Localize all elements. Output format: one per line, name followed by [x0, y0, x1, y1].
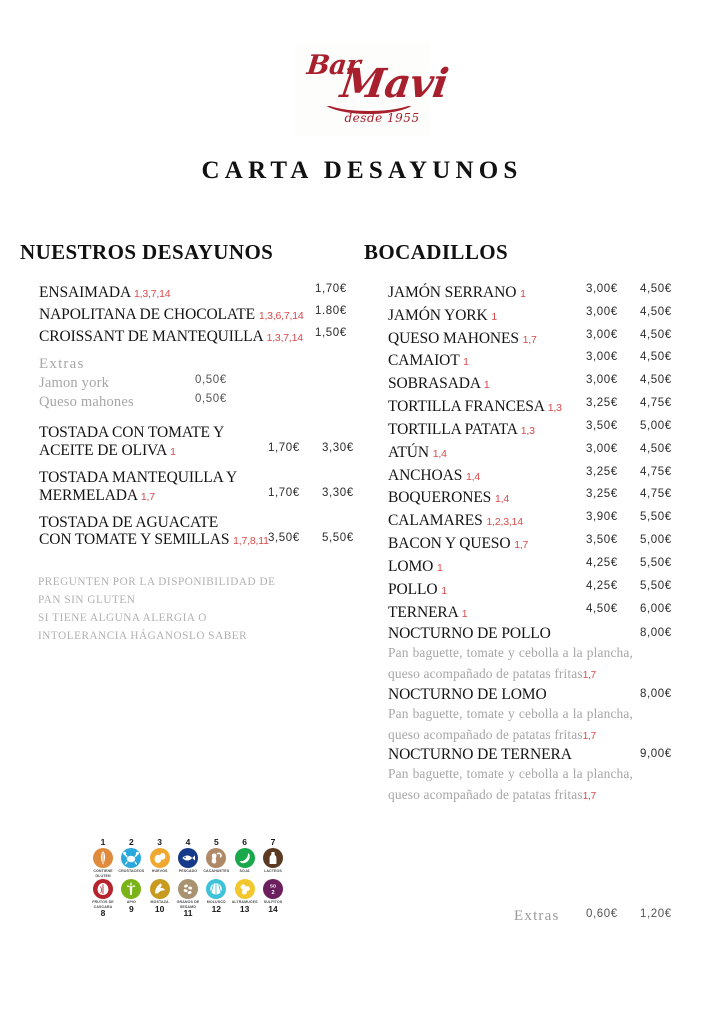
menu-item [364, 306, 704, 326]
allergen-caption: LACTEOS [264, 869, 282, 874]
menu-item-price-large: 4,50€ [640, 328, 672, 341]
allergen-item [203, 878, 229, 918]
menu-item-price-large: 3,30€ [322, 487, 354, 500]
allergen-refs: 1,7,8,11 [233, 535, 269, 548]
allergen-refs: 1,4 [494, 493, 509, 506]
allergen-row-bottom [90, 878, 286, 918]
sesame-icon [178, 879, 198, 899]
allergen-caption: SOJA [239, 869, 250, 874]
menu-item [364, 488, 704, 508]
menu-item-price-large: 5,50€ [640, 511, 672, 524]
allergen-refs: 1,4 [466, 470, 481, 483]
menu-item-name: CAMAIOT 1 [388, 352, 469, 370]
brand-logo [0, 44, 724, 141]
extra-item-price: 0,50€ [195, 393, 227, 406]
allergen-caption: MOSTAZA [150, 900, 169, 905]
allergen-caption: SULFITOS [263, 900, 283, 905]
menu-item-price-large: 5,50€ [640, 579, 672, 592]
allergen-number: 4 [185, 837, 191, 847]
nocturno-name: NOCTURNO DE POLLO 8,00€ [388, 625, 672, 643]
allergen-caption: APIO [126, 900, 136, 905]
logo-text-mavi: Mavi [337, 60, 451, 107]
allergen-refs: 1 [463, 356, 469, 369]
allergen-number: 13 [239, 903, 250, 914]
menu-item [364, 466, 704, 486]
allergen-item [90, 878, 116, 918]
section-heading-sandwiches: BOCADILLOS [364, 240, 509, 264]
allergen-refs: 1,7 [582, 730, 597, 742]
menu-item [364, 534, 704, 554]
allergen-number: 5 [213, 837, 219, 847]
menu-item-name: SOBRASADA 1 [388, 375, 490, 393]
allergen-number: 10 [154, 903, 165, 914]
allergen-refs: 1 [491, 310, 498, 323]
menu-item-name: TOSTADA CON TOMATE Y ACEITE DE OLIVA 1 [39, 424, 225, 459]
menu-item-name: BOQUERONES 1,4 [388, 489, 509, 507]
allergen-refs: 1 [520, 288, 526, 300]
allergen-number: 1 [100, 837, 106, 847]
allergen-item [175, 878, 201, 918]
menu-item-price-small: 3,00€ [586, 374, 618, 387]
allergen-refs: 1,7 [582, 791, 597, 803]
nocturno-description: Pan baguette, tomate y cebolla a la plancha, queso acompañado de patatas fritas1,7 [388, 766, 633, 803]
mustard-icon [150, 879, 170, 899]
mollusk-icon [206, 879, 226, 899]
menu-item-price-small: 3,50€ [586, 419, 618, 432]
allergen-number: 2 [128, 837, 134, 847]
menu-item-price-large: 5,00€ [640, 534, 672, 547]
allergen-caption: GRANOS DE SESAMO [176, 900, 200, 909]
menu-item-name: TERNERA 1 [388, 603, 468, 621]
allergen-caption: CRUSTACEOS [118, 869, 145, 874]
menu-item [364, 603, 704, 623]
menu-item-price: 1,50€ [315, 326, 347, 339]
menu-item-price-large: 4,75€ [640, 488, 672, 501]
menu-item-price-large: 5,50€ [322, 531, 354, 544]
allergen-refs: 1,7 [582, 670, 597, 682]
allergen-item [260, 838, 286, 878]
allergen-caption: PESCADO [178, 869, 198, 874]
menu-item [364, 283, 704, 303]
allergen-caption: HUEVOS [151, 869, 168, 874]
breakfast-item-list [20, 283, 360, 346]
menu-item-price-large: 6,00€ [640, 602, 672, 615]
allergen-item [147, 838, 173, 878]
allergen-refs: 1,7 [522, 333, 537, 346]
nocturno-name: NOCTURNO DE TERNERA 9,00€ [388, 746, 672, 764]
allergen-refs: 1,3,7,14 [266, 331, 303, 344]
breakfast-extras-list [20, 374, 360, 411]
menu-item-price-large: 4,50€ [640, 283, 672, 295]
nocturno-price: 9,00€ [640, 748, 672, 761]
sandwich-column [364, 240, 704, 807]
allergen-refs: 1 [483, 379, 490, 392]
menu-item-price-large: 4,50€ [640, 442, 672, 455]
allergen-caption: CONTIENE GLUTEN [93, 869, 113, 878]
allergen-item [203, 838, 229, 878]
extras-heading-left: Extras [39, 356, 85, 373]
menu-item-price-small: 3,25€ [586, 488, 618, 501]
menu-item-name: JAMÓN SERRANO 1 [388, 284, 526, 301]
allergen-refs: 1,2,3,14 [486, 516, 523, 529]
svg-text:SO: SO [269, 883, 277, 889]
allergen-refs: 1,3 [547, 402, 562, 415]
menu-item [364, 397, 704, 417]
menu-item [364, 557, 704, 577]
menu-item-name: BACON Y QUESO 1,7 [388, 535, 529, 553]
logo-text-bar: Bar [304, 50, 362, 81]
menu-item-name: LOMO 1 [388, 557, 443, 575]
menu-item [20, 327, 360, 347]
nocturno-item [364, 686, 704, 746]
extras-label: Extras [514, 908, 560, 924]
extras-price-small: 0,60€ [586, 908, 618, 920]
extra-item [20, 374, 360, 392]
allergen-caption: ALTRAMUCES [231, 900, 258, 905]
allergen-caption: FRUTOS DE CASCARA [92, 900, 114, 909]
menu-item-price-large: 4,75€ [640, 397, 672, 410]
allergen-number: 9 [128, 903, 134, 914]
peanut-icon [206, 848, 226, 868]
menu-item [20, 514, 360, 549]
menu-item-name: ATÚN 1,4 [388, 443, 447, 461]
allergen-item [175, 838, 201, 878]
menu-item-price-large: 4,50€ [640, 374, 672, 387]
allergen-number: 11 [183, 908, 193, 919]
menu-item-price-small: 3,90€ [586, 511, 618, 524]
wheat-icon [93, 848, 113, 868]
allergen-number: 8 [100, 908, 106, 919]
extras-row-right [364, 908, 704, 930]
menu-item-price: 1,70€ [315, 283, 347, 295]
menu-item-price-large: 5,50€ [640, 556, 672, 569]
soy-icon [235, 848, 255, 868]
menu-item-price-small: 3,50€ [268, 531, 300, 544]
menu-item-name: TORTILLA PATATA 1,3 [388, 420, 535, 438]
menu-item [364, 374, 704, 394]
extra-item-price: 0,50€ [195, 374, 227, 387]
menu-item-price-large: 5,00€ [640, 419, 672, 432]
menu-item-price-small: 4,25€ [586, 579, 618, 592]
sandwich-item-list [364, 283, 704, 622]
nocturno-price: 8,00€ [640, 627, 672, 640]
nocturno-price: 8,00€ [640, 687, 672, 700]
menu-item [20, 424, 360, 459]
menu-item-price-large: 4,50€ [640, 351, 672, 364]
allergen-row-top [90, 838, 286, 878]
gluten-allergy-note: PREGUNTEN POR LA DISPONIBILIDAD DE PAN SIN GLUTEN SI TIENE ALGUNA ALERGIA O INTOLERANCIA HÁGANOSLO SABER [38, 576, 276, 643]
allergen-item [90, 838, 116, 878]
allergen-item [118, 838, 144, 878]
menu-item-price-small: 1,70€ [268, 487, 300, 500]
menu-item-price-small: 3,00€ [586, 283, 618, 295]
menu-item-price-small: 3,25€ [586, 465, 618, 478]
menu-item-name: ANCHOAS 1,4 [388, 466, 481, 484]
extra-item [20, 393, 360, 411]
menu-item [364, 511, 704, 531]
fish-icon [178, 848, 198, 868]
nocturno-item [364, 625, 704, 685]
breakfast-column [20, 240, 360, 559]
nocturno-name: NOCTURNO DE LOMO 8,00€ [388, 685, 672, 703]
allergen-item [118, 878, 144, 918]
allergen-refs: 1 [441, 584, 447, 597]
nut-icon [93, 879, 113, 899]
menu-item-name: JAMÓN YORK 1 [388, 306, 498, 324]
allergen-refs: 1,3,7,14 [134, 288, 171, 300]
allergen-item [232, 878, 258, 918]
allergen-item [232, 838, 258, 878]
menu-item [20, 469, 360, 504]
section-heading-breakfast: NUESTROS DESAYUNOS [20, 240, 274, 264]
extra-item-name: Queso mahones [39, 394, 134, 411]
menu-item-price-small: 3,00€ [586, 442, 618, 455]
menu-item-name: CALAMARES 1,2,3,14 [388, 512, 523, 530]
menu-item [364, 351, 704, 371]
menu-item-price-large: 3,30€ [322, 442, 354, 455]
menu-item-price-small: 3,50€ [586, 534, 618, 547]
page-title: CARTA DESAYUNOS [201, 157, 523, 184]
menu-item [364, 329, 704, 349]
allergen-refs: 1,7 [140, 490, 155, 503]
menu-item [364, 443, 704, 463]
menu-item-name: QUESO MAHONES 1,7 [388, 329, 537, 347]
menu-item-name: NAPOLITANA DE CHOCOLATE 1,3,6,7,14 [39, 305, 304, 323]
allergen-refs: 1,7 [514, 539, 529, 552]
logo-tagline: desde 1955 [344, 111, 420, 125]
allergen-legend [90, 838, 286, 919]
sulfite-icon [263, 879, 283, 899]
allergen-number: 12 [211, 903, 222, 914]
extra-item-name: Jamon york [39, 375, 110, 392]
nocturno-item-list [364, 625, 704, 806]
menu-item-price-small: 3,00€ [586, 305, 618, 318]
logo-plate [295, 44, 451, 136]
menu-item [20, 283, 360, 303]
menu-item-price-large: 4,75€ [640, 465, 672, 478]
allergen-item [147, 878, 173, 918]
menu-item-name: CROISSANT DE MANTEQUILLA 1,3,7,14 [39, 327, 303, 345]
milk-icon [263, 848, 283, 868]
menu-item-price-large: 4,50€ [640, 305, 672, 318]
allergen-number: 6 [242, 837, 247, 847]
menu-item-price-small: 1,70€ [268, 442, 300, 455]
extras-price-large: 1,20€ [640, 908, 672, 920]
nocturno-item [364, 746, 704, 806]
menu-item-price-small: 3,00€ [586, 351, 618, 364]
allergen-refs: 1 [170, 445, 176, 458]
allergen-refs: 1,4 [432, 447, 447, 460]
allergen-refs: 1 [437, 561, 443, 574]
menu-item-name: ENSAIMADA 1,3,7,14 [39, 284, 171, 301]
allergen-caption: CACAHUETES [203, 869, 230, 874]
svg-text:2: 2 [271, 890, 275, 897]
menu-item [20, 305, 360, 325]
lupin-icon [235, 879, 255, 899]
menu-item-price-small: 4,50€ [586, 602, 618, 615]
menu-item-name: TORTILLA FRANCESA 1,3 [388, 398, 562, 416]
menu-item-price-small: 4,25€ [586, 556, 618, 569]
menu-item [364, 420, 704, 440]
menu-item-name: TOSTADA MANTEQUILLA Y MERMELADA 1,7 [39, 469, 238, 504]
menu-item-price: 1.80€ [315, 304, 347, 317]
allergen-item [260, 878, 286, 918]
nocturno-description: Pan baguette, tomate y cebolla a la plancha, queso acompañado de patatas fritas1,7 [388, 645, 633, 682]
allergen-number: 7 [270, 837, 276, 847]
allergen-refs: 1 [461, 607, 468, 620]
toast-item-list [20, 424, 360, 548]
menu-item [364, 580, 704, 600]
menu-item-name: TOSTADA DE AGUACATE CON TOMATE Y SEMILLAS 1,7,8,11 [39, 513, 269, 549]
allergen-number: 14 [268, 903, 278, 914]
menu-item-name: POLLO 1 [388, 580, 447, 598]
allergen-number: 3 [157, 837, 163, 847]
nocturno-description: Pan baguette, tomate y cebolla a la plancha, queso acompañado de patatas fritas1,7 [388, 705, 633, 742]
menu-item-price-small: 3,00€ [586, 328, 618, 341]
allergen-refs: 1,3,6,7,14 [258, 309, 304, 322]
egg-icon [150, 848, 170, 868]
allergen-refs: 1,3 [520, 424, 535, 437]
allergen-caption: MOLUSCO [206, 900, 226, 905]
crab-icon [121, 848, 141, 868]
menu-item-price-small: 3,25€ [586, 397, 618, 410]
celery-icon [121, 879, 141, 899]
